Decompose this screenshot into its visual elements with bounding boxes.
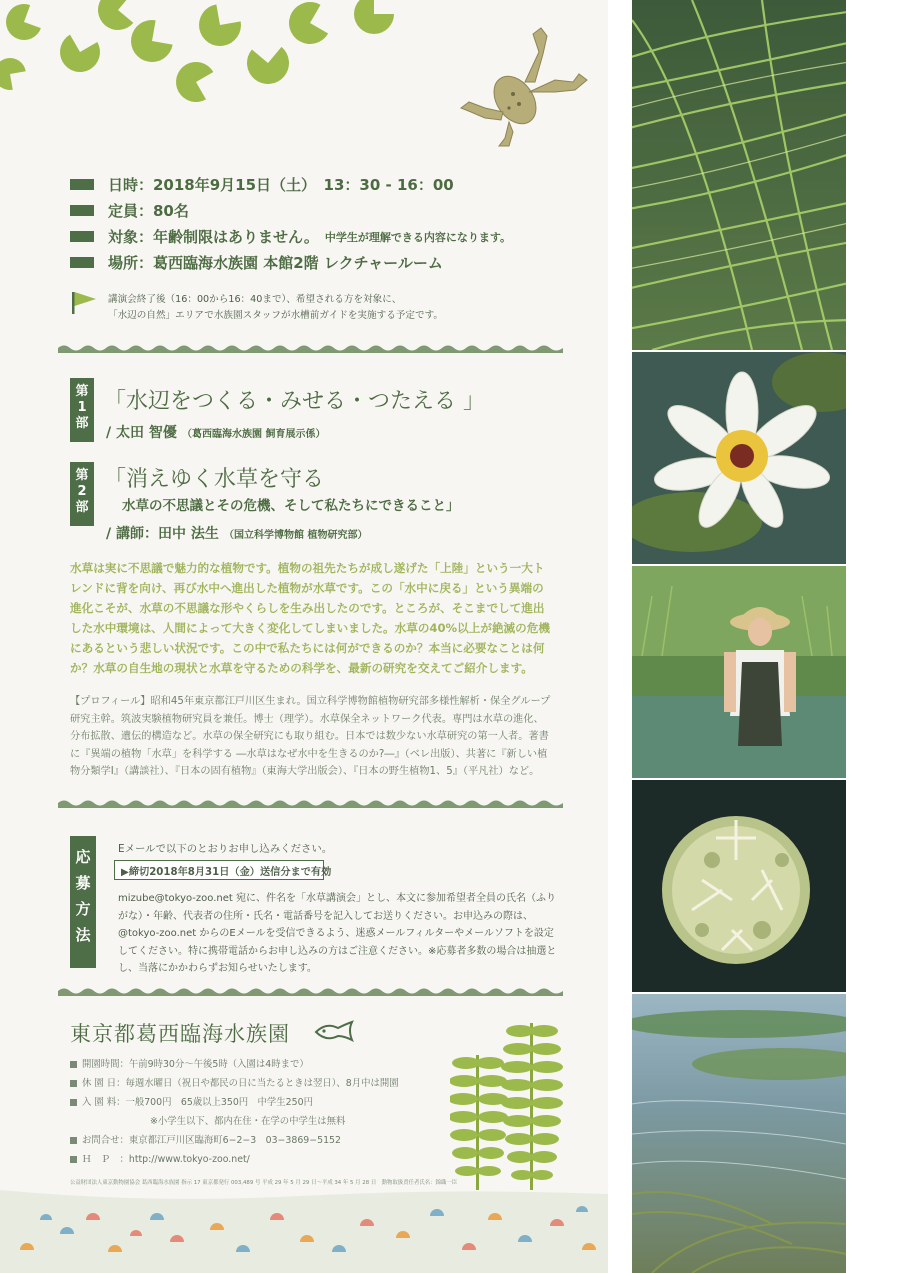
lily-pad-icon	[238, 33, 297, 92]
flag-icon	[70, 290, 100, 316]
facility-row-text: Ｈ Ｐ ：http://www.tokyo-zoo.net/	[82, 1154, 250, 1165]
info-label: 日時：2018年9月15日（土） 13：30 - 16：00	[108, 176, 454, 194]
part2-affiliation: （国立科学博物館 植物研究部）	[223, 530, 368, 541]
apply-label	[70, 836, 96, 968]
info-label: 定員：80名	[108, 202, 189, 220]
fine-print: 公益財団法人東京動物園協会 葛西臨海水族園 指示 17 東京都発行 003,489 号 平成 29 年 5 月 29 日〜平成 34 年 5 月 28 日 動物取扱責任者氏名：錦織一臣	[70, 1180, 458, 1186]
info-target	[70, 226, 511, 247]
part-label-text: 第1部	[75, 384, 89, 431]
bullet-square	[70, 1061, 77, 1068]
info-capacity	[70, 200, 189, 221]
bullet-square	[70, 1156, 77, 1163]
facility-row-text: 開園時間：午前9時30分〜午後5時（入園は4時まで）	[82, 1059, 309, 1070]
part2-label	[70, 462, 94, 526]
lecture-description: 水草は実に不思議で魅力的な植物です。植物の祖先たちが成し遂げた「上陸」という一大トレンドに背を向け、再び水中へ進出した植物が水草です。この「水中に戻る」という異端の進化こそが、水草の不思議な形やくらしを生み出したのです。ところが、そこまでして進出した水中環境は、人間によって大きく変化してしまいました。水草の40%以上が絶滅の危機にあるという悲しい状況です。この中で私たちには何ができるのか？本当に必要なことは何か？水草の自生地の現状と水草を守るための科学を、最新の研究を交えてご紹介します。	[70, 561, 550, 675]
part-label-text: 第2部	[75, 468, 89, 515]
photo-water-lily	[632, 352, 846, 564]
part2-title: 「消えゆく水草を守る	[104, 467, 325, 492]
info-label: 対象：年齢制限はありません。	[108, 228, 319, 246]
guide-note-line: 「水辺の自然」エリアで水族園スタッフが水槽前ガイドを実施する予定です。	[108, 310, 444, 321]
facility-row-text: お問合せ：東京都江戸川区臨海町6−2−3 03−3869−5152	[82, 1135, 341, 1146]
guide-note-line: 講演会終了後（16：00から16：40まで）、希望される方を対象に、	[108, 294, 402, 305]
deadline-text: ▶締切2018年8月31日（金）送信分まで有効	[121, 867, 332, 878]
part1-label	[70, 378, 94, 442]
facility-fee-note: ※小学生以下、都内在住・在学の中学生は無料	[150, 1116, 346, 1127]
lily-pad-icon	[128, 17, 177, 66]
photo-spring-water	[632, 994, 846, 1273]
lily-pad-icon	[53, 25, 108, 80]
facility-closed	[70, 1075, 399, 1089]
part2-subtitle: 水草の不思議とその危機、そして私たちにできること」	[122, 498, 460, 514]
facility-contact	[70, 1132, 341, 1146]
footer-band	[0, 1190, 608, 1273]
facility-hours	[70, 1056, 309, 1070]
photo-water-plant-ball	[632, 780, 846, 992]
speaker-profile: 【プロフィール】昭和45年東京都江戸川区生まれ。国立科学博物館植物研究部多様性解析・保全グループ研究主幹。筑波実験植物研究員を兼任。博士（理学）。水草保全ネットワーク代表。専門は水草の進化、分布拡散、遺伝的構造など。水草の保全研究にも取り組む。日本では数少ない水草研究の第一人者。著書に『異端の植物「水草」を科学する ―水草はなぜ水中を生きるのか?―』（ベレ出版）、共著に『新しい植物分類学Ⅰ』（講談社）、『日本の固有植物』（東海大学出版会）、『日本の野生植物1、5』（平凡社）など。	[70, 696, 551, 777]
info-label: 場所：葛西臨海水族園 本館2階 レクチャールーム	[108, 254, 443, 272]
lily-pad-icon	[196, 1, 245, 50]
photo-researcher-in-water	[632, 566, 846, 778]
info-note: 中学生が理解できる内容になります。	[324, 230, 512, 244]
apply-details: mizube@tokyo-zoo.net 宛に、件名を「水草講演会」とし、本文に参加希望者全員の氏名（ふりがな）・年齢、代表者の住所・氏名・電話番号を記入してお送りください。お申込みの際は、@tokyo-zoo.net からのEメールを受信できるよう、迷惑メールフィルターやメールソフトを設定してください。特に携帯電話からお申し込みの方はご注意ください。※応募者多数の場合は抽選とし、当落にかかわらずお知らせいたします。	[118, 893, 557, 974]
part1-speaker-line	[106, 422, 325, 442]
photo-column	[632, 0, 846, 1273]
part1-speaker: / 太田 智優	[106, 425, 177, 441]
facility-name	[70, 1018, 290, 1048]
lily-pad-icon	[1, 0, 47, 45]
pebble-decoration	[0, 1190, 608, 1273]
apply-intro: Eメールで以下のとおりお申し込みください。	[118, 843, 333, 855]
water-plant-illustration	[450, 1015, 570, 1195]
part1-affiliation: （葛西臨海水族園 飼育展示係）	[181, 429, 326, 440]
wave-divider	[58, 986, 563, 996]
facility-fee	[70, 1094, 313, 1108]
fish-logo-icon	[312, 1020, 354, 1044]
apply-label-text: 応募方法	[75, 848, 91, 944]
lily-pad-icon	[281, 0, 338, 52]
lily-pad-icon	[0, 55, 29, 92]
facility-name-text: 東京都葛西臨海水族園	[70, 1022, 290, 1046]
bullet-bar	[70, 257, 94, 268]
photo-aquatic-grass	[632, 0, 846, 350]
wave-divider	[58, 343, 563, 353]
bullet-square	[70, 1137, 77, 1144]
guide-note	[108, 292, 443, 324]
lily-pad-decoration	[0, 0, 420, 110]
bullet-bar	[70, 179, 94, 190]
wave-divider	[58, 798, 563, 808]
facility-homepage	[70, 1151, 250, 1165]
lily-pad-icon	[354, 0, 394, 34]
bullet-square	[70, 1080, 77, 1087]
bullet-bar	[70, 231, 94, 242]
facility-row-text: 入 園 料：一般700円 65歳以上350円 中学生250円	[82, 1097, 313, 1108]
lily-pad-icon	[169, 55, 224, 110]
part1-title: 「水辺をつくる・みせる・つたえる 」	[104, 389, 485, 414]
bullet-bar	[70, 205, 94, 216]
facility-row-text: 休 園 日：毎週水曜日（祝日や都民の日に当たるときは翌日）、8月中は開園	[82, 1078, 399, 1089]
part2-speaker-line	[106, 523, 367, 543]
frog-icon	[455, 22, 595, 152]
info-venue	[70, 252, 443, 273]
bullet-square	[70, 1099, 77, 1106]
deadline-box	[114, 860, 332, 880]
part2-speaker: / 講師：田中 法生	[106, 526, 219, 542]
info-date	[70, 174, 454, 195]
